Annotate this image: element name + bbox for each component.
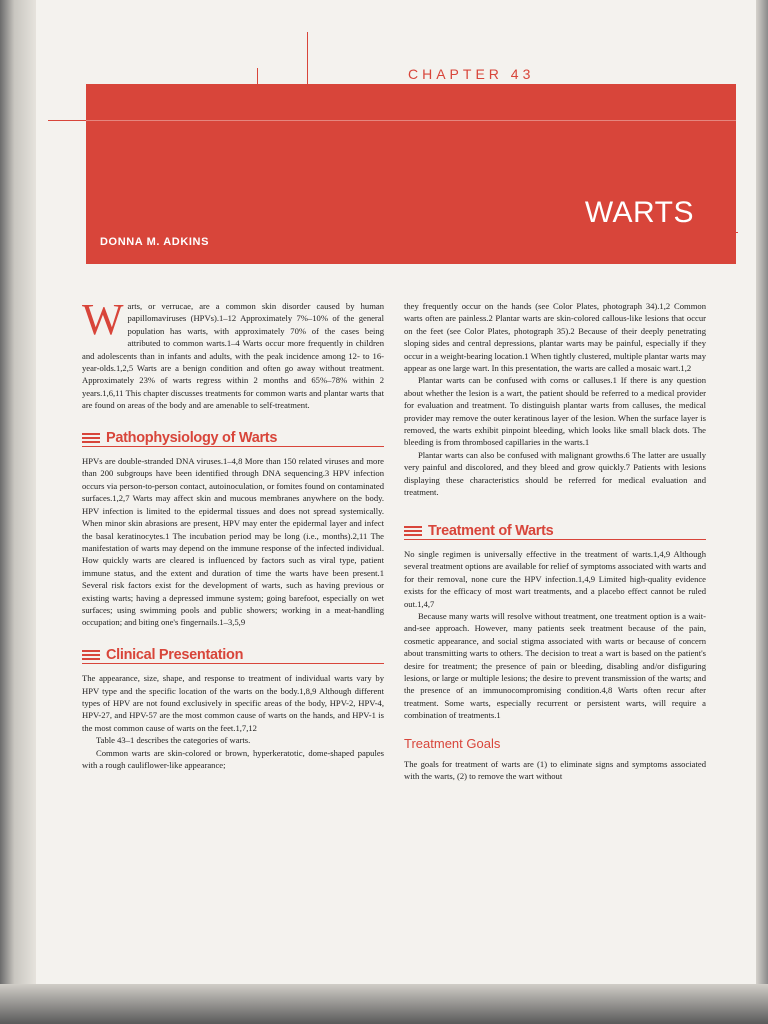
body-paragraph: No single regimen is universally effective in the treatment of warts.1,4,9 Although several treatment options are available for relief of symptoms associated with warts and for their removal, none cure the HPV infection.1,4,9 Limited high-quality evidence exists for the efficacy of most wart treatments, and a placebo effect cannot be ruled out.1,4,7 <box>404 548 706 609</box>
intro-paragraph <box>82 295 384 412</box>
body-paragraph: HPVs are double-stranded DNA viruses.1–4,8 More than 150 related viruses and more than 200 subgroups have been identified through DNA sequencing.3 HPV infection occurs via person-to-person contact, autoinoculation, or fomites found on contaminated surfaces.1,2,7 Warts may affect skin and mucous membranes anywhere on the body. HPV infection is limited to the epidermal tissues and does not spread systemically. When minor skin abrasions are present, HPV may enter the epidermal layer and infect the basal keratinocytes.1 The incubation period may be long (i.e., months).2,11 The manifestation of warts may depend on the immune response of the infected individual. How quickly warts are cleared is influenced by factors such as viral type, patient immune status, and the extent and duration of time the warts have been present.1 Several risk factors exist for the development of warts, such as having previous or existing warts; having a depressed immune system; going barefoot, especially on wet surfaces; using swimming pools and public showers; working in a meat-handling occupation; and biting one's fingernails.1–3,5,9 <box>82 456 384 628</box>
section-heading-pathophysiology <box>82 429 384 447</box>
section-heading-text: Clinical Presentation <box>106 646 244 663</box>
decor-line <box>257 68 258 84</box>
intro-text: arts, or verrucae, are a common skin disorder caused by human papillomaviruses (HPVs).1–12 Approximately 7%–10% of the general population has warts, with approximately 70% of the cases being attributed to common warts.1–4 Warts occur more frequently in children and adolescents than in infants and adults, with the peak incidence among 12- to 16-year-olds.1,2,5 Warts are a benign condition and often go away without treatment. Approximately 23% of warts regress within 2 months and 65%–78% within 2 years.1,6,11 This chapter discusses treatments for common warts and plantar warts that are found on areas of the body and are amenable to self-treatment. <box>82 301 384 411</box>
body-paragraph: The goals for treatment of warts are (1) to eliminate signs and symptoms associated with the warts, (2) to remove the wart without <box>404 759 706 782</box>
section-heading-text: Pathophysiology of Warts <box>106 429 278 446</box>
body-paragraph: The appearance, size, shape, and response to treatment of individual warts vary by HPV type and the specific location of the warts on the body.1,8,9 Although different types of HPV are not found exclusively in specific areas of the body, HPV-2, HPV-4, HPV-27, and HPV-57 are the most common cause of warts on the hands, and HPV-1 is the most common cause of warts on the feet.1,7,12 <box>82 673 384 733</box>
subsection-heading: Treatment Goals <box>404 735 501 751</box>
body-paragraph: Plantar warts can be confused with corns or calluses.1 If there is any question about whether the lesion is a wart, the patient should be referred to a medical provider for evaluation and treatment. To distinguish plantar warts from calluses, the medical provider may remove the outer keratinous layer of the lesion. When the surface layer is removed, the warts exhibit pinpoint bleeding, which looks like small black dots. The bleeding is from thrombosed capillaries in the warts.1 <box>404 375 706 448</box>
book-gutter-left <box>0 0 36 1024</box>
author-name: DONNA M. ADKINS <box>100 236 210 248</box>
body-paragraph: Plantar warts can also be confused with malignant growths.6 The latter are usually very painful and discolored, and they bleed and grow quickly.7 Patients with lesions displaying these characteristics should be referred for medical evaluation and treatment. <box>404 449 706 498</box>
chapter-title: WARTS <box>584 196 694 229</box>
right-column <box>404 300 706 783</box>
page-bottom-shadow <box>0 984 768 1024</box>
drop-cap: W <box>82 295 124 344</box>
heading-bars-icon <box>404 526 422 536</box>
section-heading-clinical <box>82 646 384 664</box>
book-edge-right <box>756 0 768 1024</box>
decor-line <box>86 120 736 121</box>
heading-bars-icon <box>82 650 100 660</box>
body-paragraph: Because many warts will resolve without treatment, one treatment option is a wait-and-see approach. However, many patients seek treatment because of the pain, cosmetic appearance, and social stigma associated with warts or because of concern about transmitting warts to others. The decision to treat a wart is based on the patient's desire for treatment; the presence of pain or bleeding, disabling and/or disfiguring lesions, or large or multiple lesions; the desire to prevent transmission of the warts; and the presence of an immunocompromising condition.4,8 Warts often recur after treatment. Some warts, especially recurrent or persistent warts, will require a combination of treatments.1 <box>404 610 706 721</box>
chapter-label: CHAPTER 43 <box>408 66 535 82</box>
heading-bars-icon <box>82 433 100 443</box>
body-paragraph: they frequently occur on the hands (see Color Plates, photograph 34).1,2 Common warts often are painless.2 Plantar warts are skin-colored callous-like lesions that occur on the feet (see Color Plates, photograph 35).2 Because of their deeply penetrating sloping sides and central depressions, plantar warts may be painful, especially if they occur in a weight-bearing location.1 When tightly clustered, multiple plantar warts may appear as one large wart. In this presentation, the warts are called a mosaic wart.1,2 <box>404 301 706 374</box>
left-column <box>82 295 384 771</box>
decor-line <box>690 232 738 233</box>
body-paragraph: Table 43–1 describes the categories of warts. <box>96 735 251 746</box>
decor-line <box>307 32 308 92</box>
section-heading-treatment <box>404 522 706 540</box>
section-heading-text: Treatment of Warts <box>428 522 554 539</box>
body-paragraph: Common warts are skin-colored or brown, hyperkeratotic, dome-shaped papules with a rough cauliflower-like appearance; <box>82 747 384 770</box>
